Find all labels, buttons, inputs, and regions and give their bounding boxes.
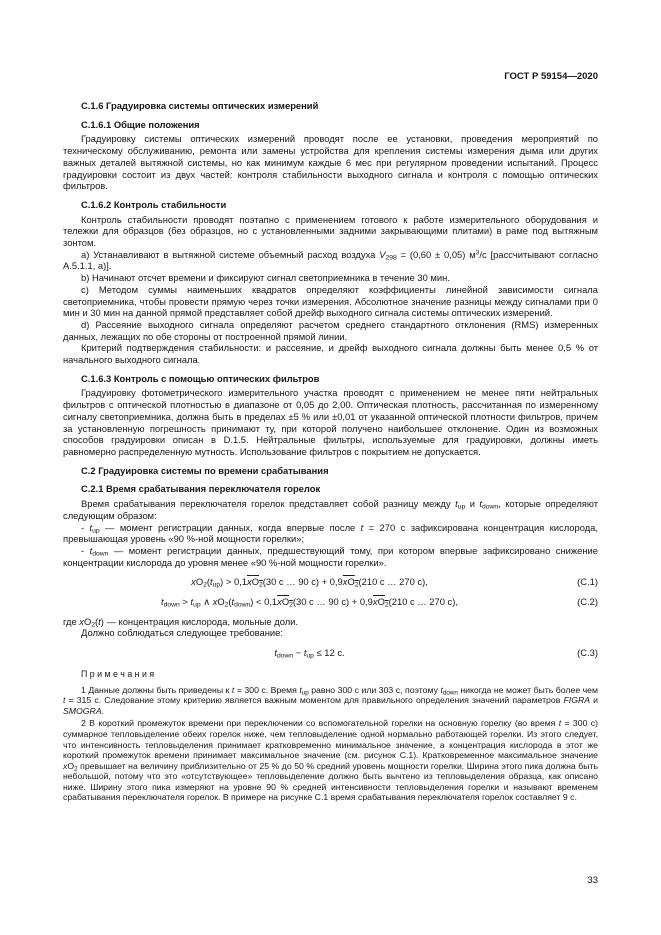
text-segment: ) > 0,1 bbox=[220, 576, 248, 588]
text-segment: a) Устанавливают в вытяжной системе объемный расход воздуха bbox=[81, 248, 380, 260]
text-segment: c) Методом суммы наименьших квадратов определяют коэффициенты линейной зависимости сигнала светоприемника, чтобы провести прямую через точки измерения. Абсолютное значение разницы между сигналами при 0 мин и 30 мин на данной прямой представляет собой дрейф выходного сигнала системы оптических измерений. bbox=[63, 283, 598, 319]
paragraph bbox=[63, 284, 598, 319]
text-segment: - bbox=[81, 521, 90, 533]
text-segment: t bbox=[274, 647, 277, 659]
text-segment: 2 bbox=[91, 621, 96, 629]
text-segment: Время срабатывания переключателя горелок представляет собой разницу между bbox=[81, 498, 456, 510]
section-heading bbox=[63, 199, 598, 211]
text-segment: d) Рассеяние выходного сигнала определяют расчетом среднего стандартного отклонения (RMS) измеренных данных, лежащих по обе стороны от построенной прямой линии. bbox=[63, 318, 598, 342]
page-header bbox=[63, 71, 598, 82]
formula bbox=[63, 596, 598, 608]
paragraph bbox=[63, 272, 598, 284]
text-segment: x bbox=[342, 576, 348, 588]
paragraph bbox=[63, 616, 598, 628]
paragraph bbox=[63, 319, 598, 342]
text-segment: 2 bbox=[354, 581, 359, 589]
text-segment: t bbox=[98, 615, 101, 627]
text-segment: t bbox=[299, 684, 302, 695]
text-segment: FIGRA bbox=[563, 695, 591, 706]
text-segment: t bbox=[89, 521, 93, 533]
text-segment: x bbox=[79, 615, 84, 627]
text-segment: − bbox=[293, 647, 304, 659]
text-segment: t bbox=[440, 684, 443, 695]
text-segment: ( bbox=[95, 615, 99, 627]
text-segment: - bbox=[81, 544, 90, 556]
text-segment: O bbox=[83, 615, 92, 627]
text-segment: t bbox=[231, 596, 235, 608]
text-segment: x bbox=[191, 576, 196, 588]
text-segment: t bbox=[231, 684, 235, 695]
paragraph bbox=[63, 133, 598, 192]
text-segment: — момент регистрации данных, предшествующий тому, при котором впервые зафиксировано снижение концентрации кислорода до уровня менее «90 %-ной мощности горелки». bbox=[63, 544, 599, 568]
paragraph bbox=[63, 627, 598, 639]
formula-body bbox=[63, 576, 556, 588]
text-segment: V bbox=[379, 248, 386, 260]
mean-overline-group bbox=[343, 576, 359, 587]
text-segment: , которые определяют следующим образом: bbox=[63, 498, 598, 521]
text-segment: up bbox=[92, 526, 100, 534]
formula-number: (С.1) bbox=[577, 576, 598, 588]
text-segment: С.1.6.1 Общие положения bbox=[81, 118, 200, 130]
text-segment: t bbox=[161, 596, 164, 608]
text-segment: t bbox=[303, 647, 307, 659]
section-heading bbox=[63, 483, 598, 495]
text-segment: = 270 с зафиксирована концентрация кислорода, превышающая уровень «90 %-ной мощности горелки»; bbox=[63, 521, 598, 545]
text-segment: Должно соблюдаться следующее требование: bbox=[81, 627, 283, 639]
text-segment: = 315 с. Следование этому критерию является важным моментом для правильного определения значений параметров bbox=[65, 695, 564, 706]
text-segment: t bbox=[558, 718, 562, 729]
text-segment: SMOGRA bbox=[63, 705, 102, 716]
text-segment: и bbox=[590, 695, 598, 706]
text-segment: O bbox=[251, 576, 259, 588]
text-segment: и bbox=[465, 498, 480, 510]
text-segment: (30 с … 90 с) + 0,9 bbox=[262, 576, 343, 588]
text-segment: = 300 с) суммарное тепловыделение обеих горелок ниже, чем тепловыделение одной нормально работающей горелки. Из этого следует, что интенсивность тепловыделения принимает кратковременно минимальное значение, а концентрация кислорода в этот же короткий промежуток времени принимает максимальное значение (см. рисунок С.1). Кратковременное максимальное значение bbox=[63, 718, 599, 761]
text-segment: ( bbox=[228, 596, 232, 608]
text-segment: x bbox=[212, 596, 218, 608]
standard-number: ГОСТ Р 59154—2020 bbox=[504, 71, 598, 82]
text-segment: x bbox=[372, 596, 378, 608]
mean-overline-group bbox=[247, 576, 263, 587]
text-segment: 2 bbox=[384, 601, 389, 609]
text-segment: С.2 Градуировка системы по времени срабатывания bbox=[81, 464, 329, 476]
text-segment: up bbox=[212, 581, 221, 589]
text-segment: x bbox=[247, 576, 252, 588]
text-segment: = (0,60 ± 0,05) м bbox=[396, 248, 476, 260]
text-segment: t bbox=[210, 576, 213, 588]
formula-number: (С.3) bbox=[577, 647, 598, 659]
paragraph bbox=[63, 387, 598, 457]
text-segment: (210 с … 270 с), bbox=[388, 596, 458, 608]
page-footer bbox=[63, 875, 598, 886]
section-heading bbox=[63, 465, 598, 477]
text-segment: O bbox=[347, 576, 355, 588]
text-segment: Критерий подтверждения стабильности: и рассеяние, и дрейф выходного сигнала должны быть менее 0,5 % от начального выходного сигнала. bbox=[63, 342, 598, 366]
text-segment: Контроль стабильности проводят поэтапно с применением готового к работе измерительного оборудования и тележки для образцов (без образцов, но с установленными задними закрывающими плитами) в раме под вытяжным зонтом. bbox=[63, 213, 598, 249]
text-segment: ≤ 12 с. bbox=[313, 647, 345, 659]
text-segment: — момент регистрации данных, когда впервые после bbox=[99, 521, 361, 533]
text-segment: 3 bbox=[475, 249, 480, 257]
text-segment: . bbox=[101, 705, 105, 716]
paragraph bbox=[63, 522, 598, 545]
text-segment: ) < 0,1 bbox=[250, 596, 278, 608]
text-segment: t bbox=[190, 596, 194, 608]
text-segment: 2 В короткий промежуток времени при переключении со вспомогательной горелки на основную горелку (во время bbox=[81, 718, 559, 729]
document-body bbox=[63, 93, 598, 805]
text-segment: где bbox=[63, 615, 80, 627]
text-segment: t bbox=[360, 521, 364, 533]
note-paragraph bbox=[63, 685, 598, 717]
text-segment: С.2.1 Время срабатывания переключателя горелок bbox=[81, 483, 321, 495]
section-heading bbox=[63, 373, 598, 385]
text-segment: t bbox=[455, 498, 458, 510]
section-heading bbox=[63, 119, 598, 131]
text-segment: Градуировку фотометрического измерительного участка проводят с применением не менее пяти нейтральных фильтров с оптической плотностью в диапазоне от 0,05 до 2,00. Оптическая плотность, рассчитанная по измеренному сигналу светоприемника, должна быть в пределах ±5 % или ±0,01 от указанной оптической плотности фильтров, причем за установленную погрешность принимают ту, при которой получено наибольшее отклонение. Один из возможных способов градуировки описан в D.1.5. Нейтральные фильтры, используемые для градуировки, должны иметь равномерно распределенную мутность. Использование фильтров с покрытием не допускается. bbox=[63, 387, 598, 457]
text-segment: b) Начинают отсчет времени и фиксируют сигнал светоприемника в течение 30 мин. bbox=[81, 272, 450, 284]
text-segment: down bbox=[163, 601, 180, 609]
note-paragraph bbox=[63, 718, 598, 803]
text-segment: 298 bbox=[385, 254, 397, 262]
text-segment: 2 bbox=[224, 601, 229, 609]
text-segment: O bbox=[217, 596, 225, 608]
paragraph bbox=[63, 342, 598, 365]
text-segment: превышает на величину приблизительно от 25 % до 50 % средний уровень мощности горелки. Ширина этого пика должна быть небольшой, потому что это «отсутствующее» тепловыделение должно быть вычтено из тепловыделения образца, как описано ниже. Ширину этого пика измеряют на уровне 90 % средней интенсивности тепловыделения горелки и называют временем срабатывания переключателя горелок. В примере на рисунке С.1 время срабатывания переключателя горелок составляет 9 с. bbox=[63, 760, 598, 803]
formula-body bbox=[63, 596, 556, 608]
text-segment: С.1.6.3 Контроль с помощью оптических фильтров bbox=[81, 372, 320, 384]
text-segment: (30 с … 90 с) + 0,9 bbox=[292, 596, 373, 608]
text-segment: никогда не может быть более чем bbox=[457, 684, 598, 695]
text-segment: t bbox=[63, 695, 66, 706]
text-segment: down bbox=[442, 688, 458, 696]
text-segment: down bbox=[92, 550, 109, 558]
mean-overline-group bbox=[373, 596, 389, 607]
text-segment: 1 Данные должны быть приведены к bbox=[81, 684, 232, 695]
formula-body bbox=[63, 647, 556, 659]
notes-title bbox=[63, 669, 598, 681]
text-segment: ( bbox=[206, 576, 211, 588]
text-segment: ∧ bbox=[200, 596, 213, 608]
text-segment: равно 300 с или 303 с, поэтому bbox=[308, 684, 441, 695]
paragraph bbox=[63, 214, 598, 249]
text-segment: 2 bbox=[259, 581, 263, 589]
text-segment: 2 bbox=[289, 601, 293, 609]
text-segment: /с [рассчитывают согласно А.5.1.1, а)]. bbox=[63, 248, 599, 272]
text-segment: up bbox=[193, 601, 201, 609]
text-segment: С.1.6 Градуировка системы оптических измерений bbox=[81, 100, 319, 111]
text-segment: П р и м е ч а н и я bbox=[81, 668, 155, 679]
text-segment: (210 с … 270 с), bbox=[358, 576, 428, 588]
paragraph bbox=[63, 498, 598, 521]
section-heading bbox=[63, 100, 598, 112]
text-segment: x bbox=[277, 596, 282, 608]
text-segment: up bbox=[457, 503, 466, 511]
text-segment: O bbox=[67, 760, 75, 771]
text-segment: x bbox=[63, 760, 68, 771]
text-segment: t bbox=[479, 498, 483, 510]
mean-overline-group bbox=[277, 596, 293, 607]
text-segment: ) — концентрация кислорода, мольные доли. bbox=[100, 615, 299, 627]
page-number: 33 bbox=[587, 875, 598, 886]
paragraph bbox=[63, 249, 598, 272]
text-segment: > bbox=[179, 596, 191, 608]
formula bbox=[63, 647, 598, 659]
text-segment: up bbox=[301, 688, 309, 696]
text-segment: down bbox=[276, 652, 294, 660]
text-segment: 2 bbox=[74, 765, 78, 773]
text-segment: С.1.6.2 Контроль стабильности bbox=[81, 198, 227, 210]
text-segment: = 300 с. Время bbox=[234, 684, 300, 695]
text-segment: O bbox=[377, 596, 385, 608]
text-segment: up bbox=[306, 652, 314, 660]
paragraph bbox=[63, 545, 598, 568]
text-segment: Градуировку системы оптических измерений проводят после ее установки, проведения мероприятий по техническому обслуживанию, ремонта или замены устройства для крепления системы измерения дыма или других важных деталей вытяжной системы, но как минимум каждые 6 мес при регулярном проведении испытаний. Процесс градуировки состоит из двух частей: контроля стабильности выходного сигнала и контроля с помощью оптических фильтров. bbox=[63, 133, 598, 192]
formula bbox=[63, 576, 598, 588]
text-segment: t bbox=[89, 544, 93, 556]
formula-number: (С.2) bbox=[577, 596, 598, 608]
text-segment: O bbox=[281, 596, 290, 608]
text-segment: O bbox=[195, 576, 204, 588]
text-segment: down bbox=[234, 601, 251, 609]
text-segment: 2 bbox=[203, 581, 207, 589]
text-segment: down bbox=[482, 503, 499, 511]
